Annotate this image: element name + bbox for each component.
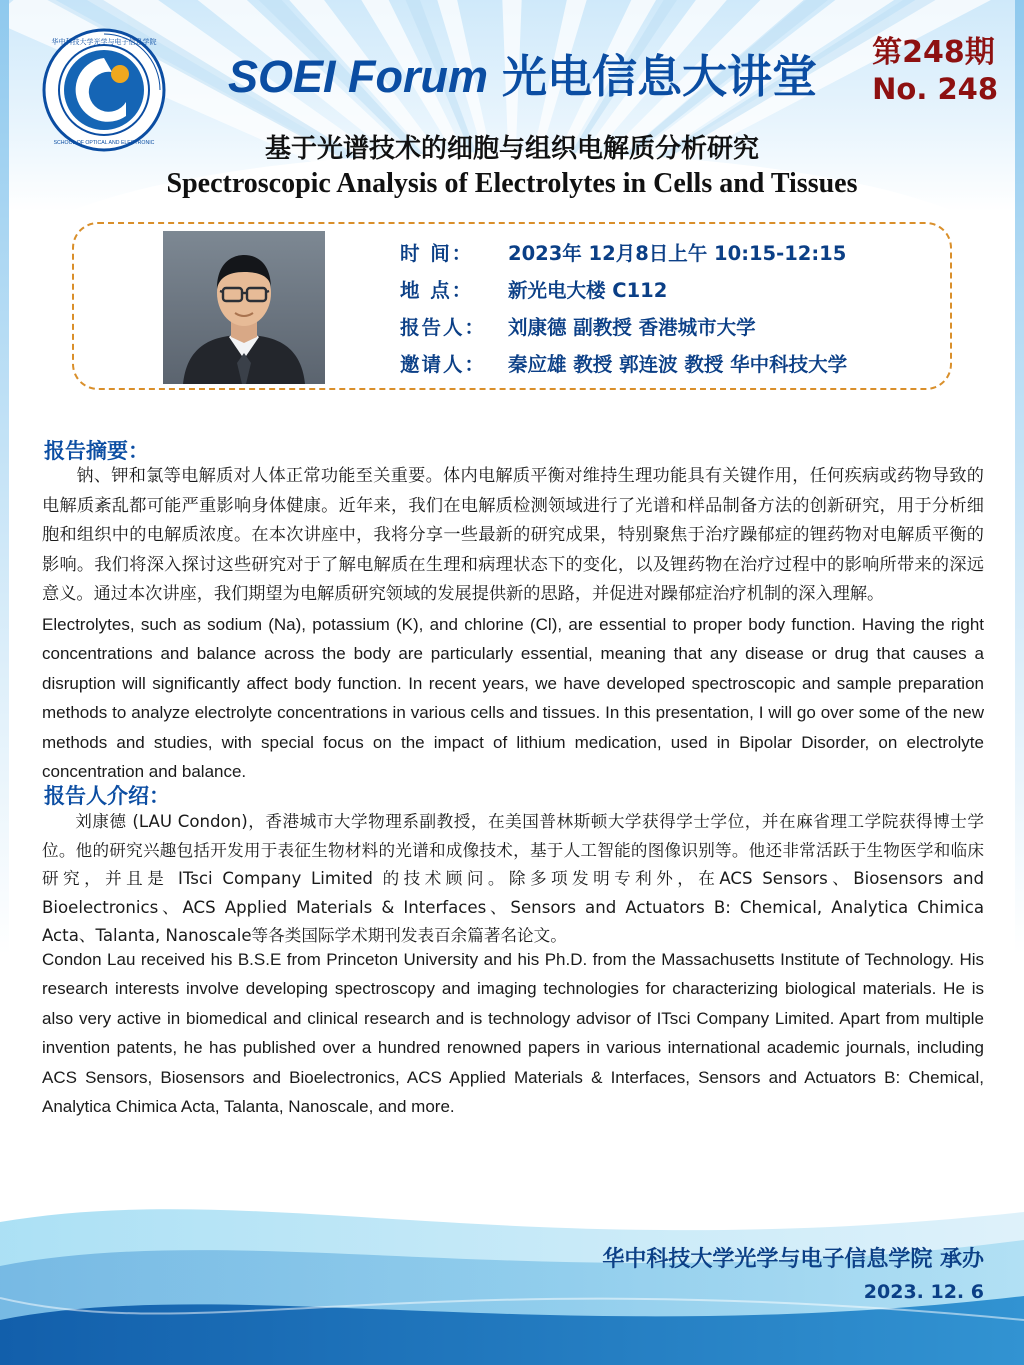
abstract-heading: 报告摘要： — [44, 439, 149, 463]
info-value-host: 秦应雄 教授 郭连波 教授 华中科技大学 — [508, 353, 848, 376]
svg-text:华中科技大学光学与电子信息学院: 华中科技大学光学与电子信息学院 — [51, 38, 157, 46]
issue-number-en: No. 248 — [872, 71, 998, 106]
info-value-speaker: 刘康德 副教授 香港城市大学 — [508, 316, 756, 339]
info-row-location — [400, 275, 945, 303]
info-row-speaker — [400, 312, 945, 340]
footer-date: 2023. 12. 6 — [863, 1281, 984, 1303]
lecture-title-en: Spectroscopic Analysis of Electrolytes in Cells and Tissues — [166, 168, 858, 199]
right-edge-decoration — [1015, 0, 1024, 1365]
speaker-portrait-image — [163, 231, 325, 384]
svg-text:SCHOOL OF OPTICAL AND ELECTRON: SCHOOL OF OPTICAL AND ELECTRONIC — [53, 140, 155, 146]
abstract-text-cn: 钠、钾和氯等电解质对人体正常功能至关重要。体内电解质平衡对维持生理功能具有关键作用，任何疾病或药物导致的电解质紊乱都可能严重影响身体健康。近年来，我们在电解质检测领域进行了光谱和样品制备方法的创新研究，用于分析细胞和组织中的电解质浓度。在本次讲座中，我将分享一些最新的研究成果，特别聚焦于治疗躁郁症的锂药物对电解质平衡的影响。我们将深入探讨这些研究对于了解电解质在生理和病理状态下的变化，以及锂药物在治疗过程中的影响所带来的深远意义。通过本次讲座，我们期望为电解质研究领域的发展提供新的思路，并促进对躁郁症治疗机制的深入理解。 — [42, 466, 984, 605]
speaker-bio-heading: 报告人介绍： — [44, 784, 170, 808]
left-edge-decoration — [0, 0, 9, 1365]
info-label-time: 时 间： — [400, 242, 474, 265]
abstract-text-en: Electrolytes, such as sodium (Na), potassium (K), and chlorine (Cl), are essential to proper body function. Having the right concentrations and balance across the body are particularly essential, meaning that any disease or drug that causes a disruption will significantly affect body function. In recent years, we have developed spectroscopic and sample preparation methods to analyze electrolyte concentrations in various cells and tissues. In this presentation, I will go over some of the new methods and studies, with special focus on the impact of lithium medication, used in Bipolar Disorder, on electrolyte concentration and balance. — [42, 615, 984, 782]
footer-text-group — [602, 1242, 984, 1303]
speaker-bio-en: Condon Lau received his B.S.E from Princeton University and his Ph.D. from the Massachusetts Institute of Technology. His research interests involve developing spectroscopy and imaging technologies for characterizing biological materials. He is also very active in biomedical and clinical research and is technology advisor of ITsci Company Limited. Apart from multiple invention patents, he has published over a hundred renowned papers in various international academic journals, including ACS Sensors, Biosensors and Bioelectronics, ACS Applied Materials & Interfaces, Sensors and Actuators B: Chemical, Analytica Chimica Acta, Talanta, Nanoscale, and more. — [42, 950, 984, 1117]
lecture-title-cn: 基于光谱技术的细胞与组织电解质分析研究 — [264, 134, 759, 164]
info-label-location: 地 点： — [400, 279, 474, 302]
event-info-rows — [400, 238, 945, 386]
footer-organizer: 华中科技大学光学与电子信息学院 承办 — [602, 1247, 984, 1272]
info-label-speaker: 报告人： — [400, 316, 487, 339]
forum-brand-en: SOEI Forum — [228, 51, 489, 102]
info-value-location: 新光电大楼 C112 — [508, 279, 668, 302]
forum-brand-cn: 光电信息大讲堂 — [502, 50, 818, 103]
issue-number — [872, 36, 998, 106]
info-row-time — [400, 238, 945, 266]
speaker-bio-cn: 刘康德 (LAU Condon)，香港城市大学物理系副教授，在美国普林斯顿大学获得学士学位，并在麻省理工学院获得博士学位。他的研究兴趣包括开发用于表征生物材料的光谱和成像技术，基于人工智能的图像识别等。他还非常活跃于生物医学和临床研究，并且是 ITsci Company Limited 的技术顾问。除多项发明专利外，在ACS Sensors、Biosensors and Bioelectronics、ACS Applied Materials & Interfaces、Sensors and Actuators B: Chemical, Analytica Chimica Acta、Talanta, Nanoscale等各类国际学术期刊发表百余篇著名论文。 — [42, 812, 984, 946]
footer-banner — [0, 1170, 1024, 1365]
speaker-portrait — [163, 231, 325, 384]
info-row-host — [400, 349, 945, 377]
forum-brand-title — [228, 40, 868, 105]
info-label-host: 邀请人： — [400, 353, 487, 376]
info-value-time: 2023年 12月8日上午 10:15-12:15 — [508, 242, 847, 265]
issue-number-cn: 第248期 — [872, 35, 995, 70]
